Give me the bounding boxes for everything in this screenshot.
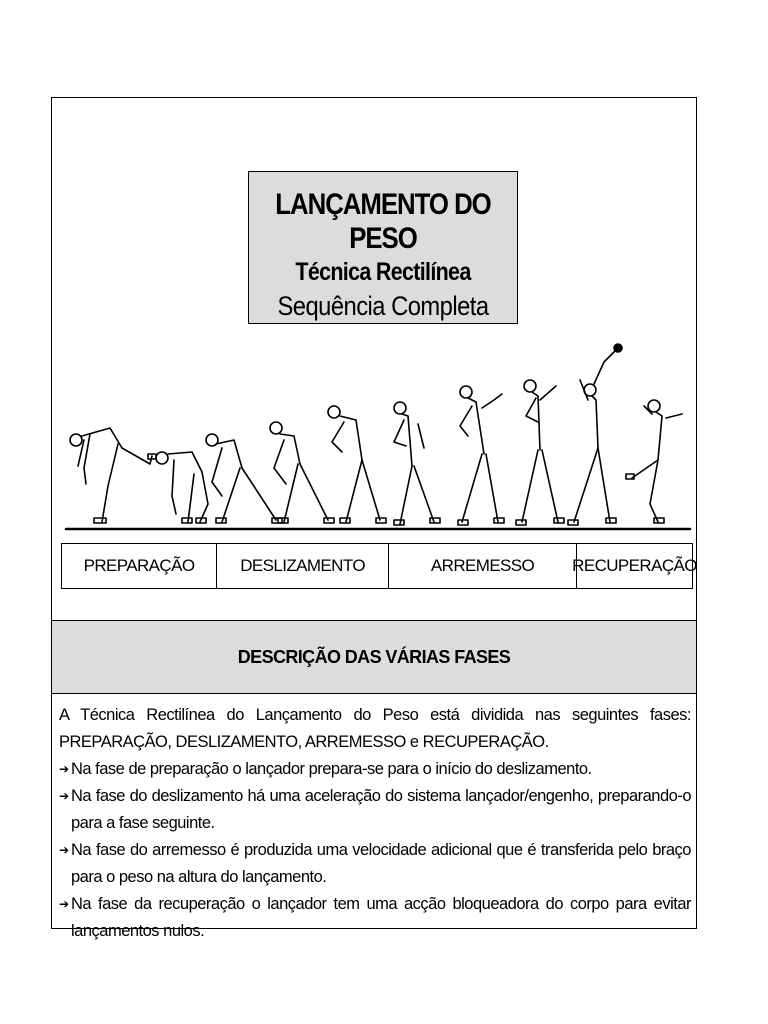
description-intro: A Técnica Rectilínea do Lançamento do Peso está dividida nas seguintes fases: PREPARAÇÃO, DESLIZAMENTO, ARREMESSO e RECUPERAÇÃO. [59, 706, 691, 751]
athlete-figure-2 [156, 452, 208, 523]
bullet-text: Na fase do arremesso é produzida uma velocidade adicional que é transferida pelo braço para o peso na altura do lançamento. [71, 841, 691, 886]
arrow-right-icon: ➔ [59, 789, 69, 803]
title-box [248, 171, 518, 324]
athlete-figure-6 [394, 402, 440, 525]
bullet-text: Na fase da recuperação o lançador tem uma acção bloqueadora do corpo para evitar lançamentos nulos. [71, 895, 691, 940]
arrow-right-icon: ➔ [59, 843, 69, 857]
description-bullet [59, 891, 691, 945]
phase-cell-arremesso: ARREMESSO [389, 544, 577, 588]
phase-cell-recuperacao: RECUPERAÇÃO [572, 556, 697, 575]
athlete-figure-1 [70, 428, 156, 523]
bullet-text: Na fase de preparação o lançador prepara-se para o início do deslizamento. [71, 760, 592, 778]
athlete-figure-10 [626, 400, 682, 523]
athlete-figure-7 [458, 386, 504, 525]
description-bullet [59, 756, 691, 783]
page-subtitle: Técnica Rectilínea [295, 258, 471, 286]
description-bullet [59, 783, 691, 837]
arrow-right-icon: ➔ [59, 762, 69, 776]
athlete-figure-4 [270, 422, 334, 523]
page-caption: Sequência Completa [277, 291, 489, 321]
description-bullet [59, 837, 691, 891]
athlete-figure-9 [568, 344, 622, 525]
bullet-text: Na fase do deslizamento há uma aceleração do sistema lançador/engenho, preparando-o para a fase seguinte. [71, 787, 691, 832]
shot-put-sequence-illustration [62, 336, 694, 532]
phase-table [61, 543, 697, 589]
athlete-figure-5 [328, 406, 386, 523]
athlete-figure-3 [206, 434, 282, 523]
arrow-right-icon: ➔ [59, 897, 69, 911]
phase-cell-preparacao: PREPARAÇÃO [62, 544, 217, 588]
page-title: LANÇAMENTO DO PESO [275, 188, 491, 255]
phase-cell-deslizamento: DESLIZAMENTO [217, 544, 389, 588]
description-header: DESCRIÇÃO DAS VÁRIAS FASES [52, 620, 696, 694]
description-body [59, 702, 691, 945]
athlete-figure-8 [516, 380, 564, 525]
